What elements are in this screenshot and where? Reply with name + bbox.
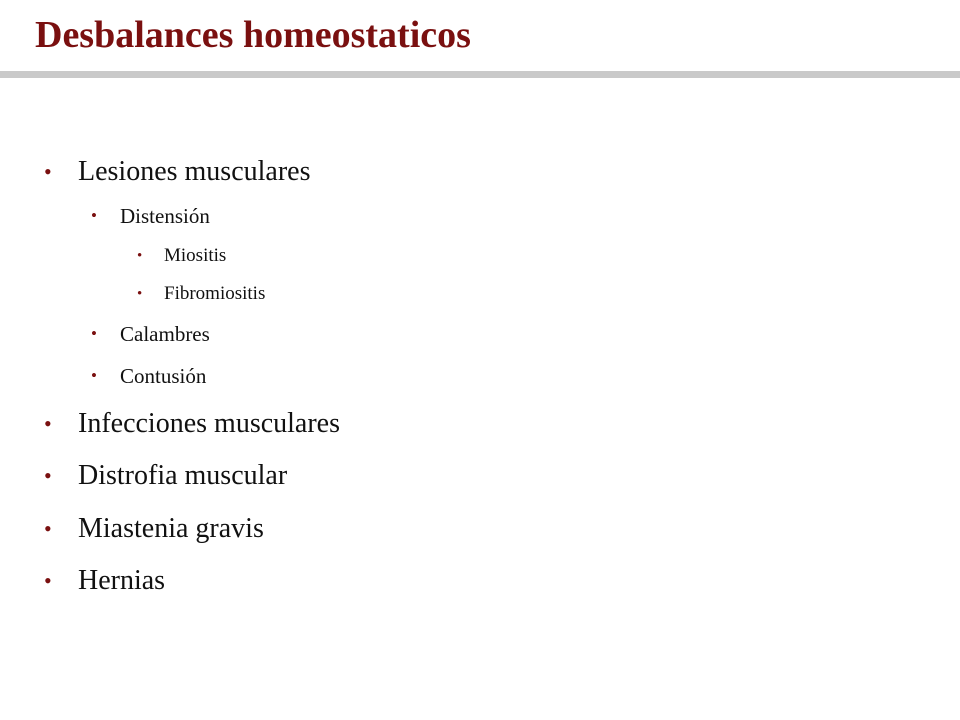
list-item-level3	[137, 245, 227, 267]
list-item-text: Miastenia gravis	[78, 513, 264, 544]
list-item-text: Hernias	[78, 565, 166, 596]
bullet-icon: •	[91, 206, 97, 225]
list-item-text: Lesiones musculares	[78, 156, 311, 187]
bullet-icon: •	[91, 366, 97, 385]
bullet-icon: •	[44, 411, 52, 436]
title-divider	[0, 71, 960, 78]
list-item-text: Fibromiositis	[164, 283, 266, 304]
list-item-text: Infecciones musculares	[78, 408, 340, 439]
bullet-icon: •	[44, 516, 52, 541]
list-item-level3	[137, 283, 266, 305]
list-item-text: Contusión	[120, 364, 207, 388]
list-item-level2	[91, 203, 210, 229]
list-item-level1	[44, 408, 340, 440]
list-item-level1	[44, 156, 311, 188]
bullet-icon: •	[44, 568, 52, 593]
list-item-text: Miositis	[164, 245, 227, 266]
list-item-text: Distrofia muscular	[78, 460, 288, 491]
bullet-icon: •	[91, 324, 97, 343]
list-item-level2	[91, 321, 210, 347]
list-item-level1	[44, 565, 166, 597]
slide-title: Desbalances homeostaticos	[35, 14, 471, 56]
list-item-level1	[44, 460, 288, 492]
bullet-icon: •	[44, 159, 52, 184]
list-item-text: Distensión	[120, 204, 210, 228]
bullet-icon: •	[137, 248, 143, 264]
list-item-level2	[91, 363, 207, 389]
list-item-text: Calambres	[120, 322, 210, 346]
bullet-icon: •	[44, 463, 52, 488]
bullet-icon: •	[137, 286, 143, 302]
list-item-level1	[44, 513, 264, 545]
